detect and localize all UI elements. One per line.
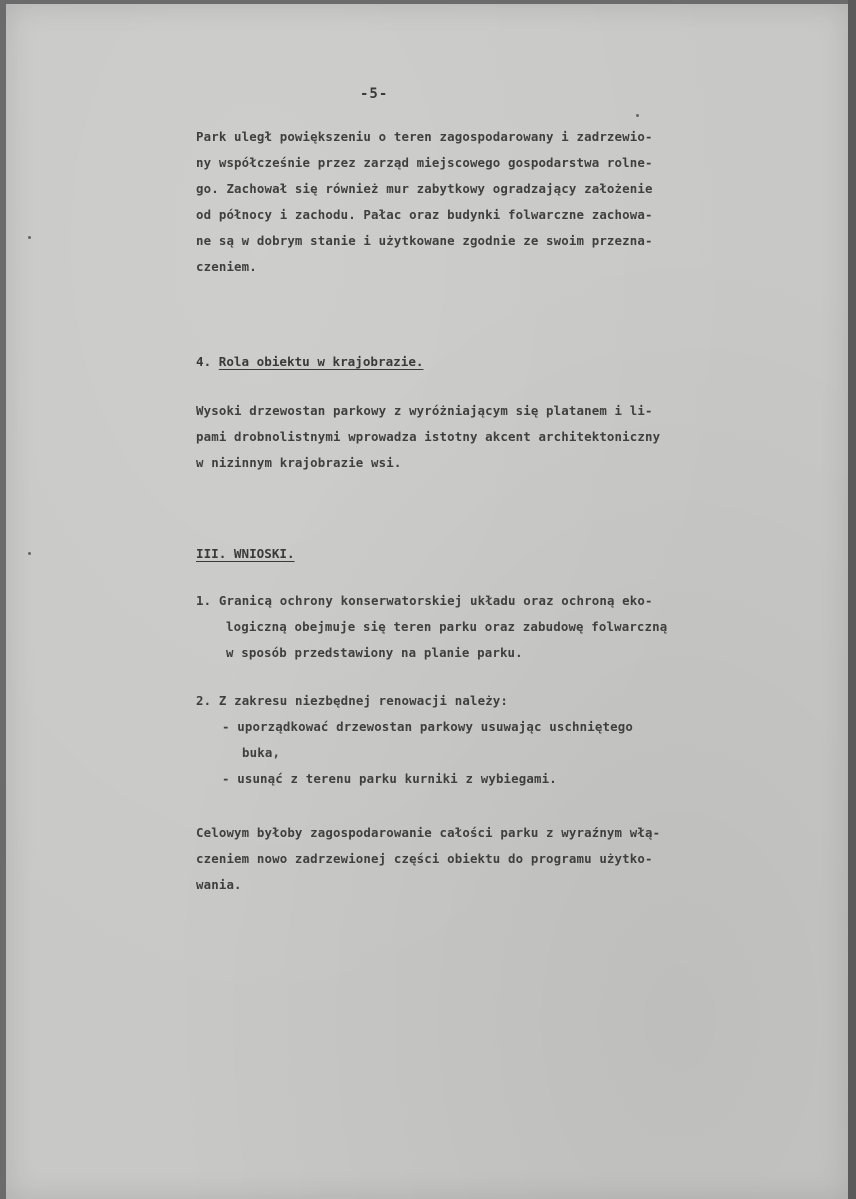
text-line: go. Zachował się również mur zabytkowy ogradzający założenie bbox=[196, 181, 653, 196]
text-line: 2. Z zakresu niezbędnej renowacji należy: bbox=[196, 693, 509, 708]
text-line: buka, bbox=[242, 745, 281, 760]
page-number: -5- bbox=[360, 86, 389, 102]
section-title: Rola obiektu w krajobrazie. bbox=[218, 354, 424, 369]
intro-paragraph bbox=[196, 124, 826, 280]
paper-speck bbox=[28, 552, 31, 555]
item-number: 1. bbox=[196, 593, 212, 608]
section-3-heading bbox=[196, 546, 295, 561]
paper-speck bbox=[636, 114, 639, 117]
text-line: Wysoki drzewostan parkowy z wyróżniającym się platanem i li- bbox=[196, 403, 653, 418]
text-line: wania. bbox=[196, 877, 242, 892]
item-number: 2. bbox=[196, 693, 212, 708]
text-line: w sposób przedstawiony na planie parku. bbox=[226, 645, 523, 660]
section-number: 4. bbox=[196, 354, 212, 369]
closing-paragraph bbox=[196, 820, 826, 898]
text-line: ny współcześnie przez zarząd miejscowego gospodarstwa rolne- bbox=[196, 155, 653, 170]
list-item-2 bbox=[196, 688, 826, 792]
text-line: Park uległ powiększeniu o teren zagospodarowany i zadrzewio- bbox=[196, 129, 653, 144]
section-title: III. WNIOSKI. bbox=[196, 546, 295, 561]
text-line: logiczną obejmuje się teren parku oraz zabudowę folwarczną bbox=[226, 619, 668, 634]
text-line: ne są w dobrym stanie i użytkowane zgodnie ze swoim przezna- bbox=[196, 233, 653, 248]
text-line: 1. Granicą ochrony konserwatorskiej układu oraz ochroną eko- bbox=[196, 593, 653, 608]
list-item-1 bbox=[196, 588, 826, 666]
text-line: od północy i zachodu. Pałac oraz budynki folwarczne zachowa- bbox=[196, 207, 653, 222]
section-4-heading bbox=[196, 354, 423, 369]
text-line: Celowym byłoby zagospodarowanie całości parku z wyraźnym włą- bbox=[196, 825, 661, 840]
paper-speck bbox=[28, 236, 31, 239]
dash-item: - uporządkować drzewostan parkowy usuwając uschniętego bbox=[222, 719, 633, 734]
dash-item: - usunąć z terenu parku kurniki z wybiegami. bbox=[222, 771, 557, 786]
text-line: pami drobnolistnymi wprowadza istotny akcent architektoniczny bbox=[196, 429, 661, 444]
scan-border bbox=[848, 0, 856, 1199]
section-4-paragraph bbox=[196, 398, 826, 476]
text-line: w nizinnym krajobrazie wsi. bbox=[196, 455, 402, 470]
text-line: czeniem nowo zadrzewionej części obiektu do programu użytko- bbox=[196, 851, 653, 866]
text-line: czeniem. bbox=[196, 259, 257, 274]
